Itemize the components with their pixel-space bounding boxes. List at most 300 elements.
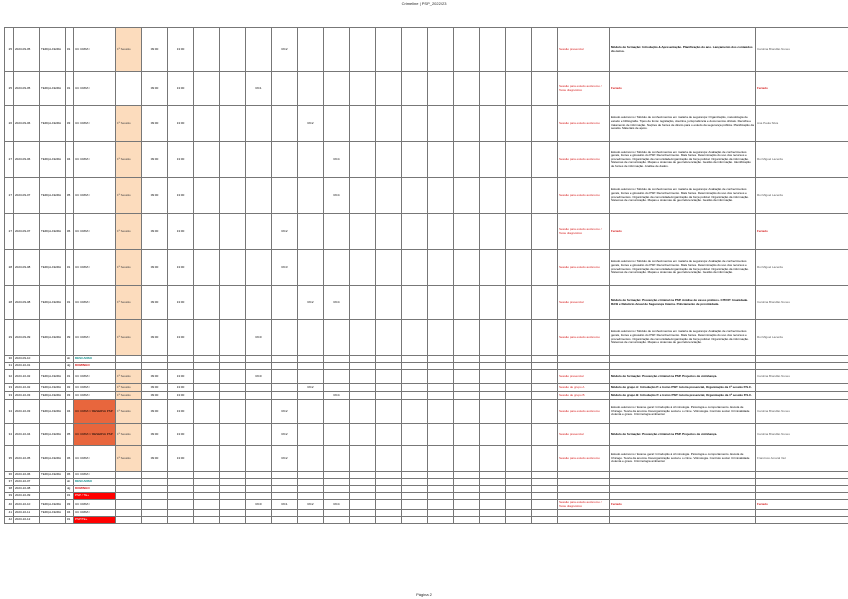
description-cell <box>610 356 756 363</box>
unit-cell: UC CRIM.I <box>74 106 116 142</box>
date-cell: 2023-09-09 <box>14 320 40 356</box>
room-cell <box>324 72 350 106</box>
room-cell <box>220 142 246 178</box>
empty-cell <box>454 392 480 400</box>
row-number: 37 <box>5 479 14 486</box>
empty-cell <box>376 486 402 493</box>
room-cell <box>350 370 376 384</box>
empty-cell <box>428 250 454 286</box>
start-time-cell: 09:00 <box>142 178 168 214</box>
unit-cell: PSP/TE+ <box>74 517 116 524</box>
empty-cell <box>454 363 480 370</box>
weekday-cell: TERÇA-FEIRA <box>40 28 66 72</box>
room-cell: RC0 <box>246 370 272 384</box>
session-cell: 1ª Sessão <box>116 446 142 472</box>
session-type-cell <box>558 510 610 517</box>
empty-cell <box>402 384 428 392</box>
empty-cell <box>454 72 480 106</box>
empty-cell <box>402 517 428 524</box>
weekday-cell <box>40 493 66 500</box>
room-cell <box>272 356 298 363</box>
room-cell <box>324 493 350 500</box>
instructor-cell: Ana Paula Silva <box>756 106 848 142</box>
empty-cell <box>428 510 454 517</box>
weekday-cell <box>40 363 66 370</box>
room-cell <box>324 356 350 363</box>
session-type-cell: Sessão para estudo autónomo <box>558 446 610 472</box>
room-cell <box>350 486 376 493</box>
instructor-cell <box>756 517 848 524</box>
end-time-cell: 13:00 <box>168 106 194 142</box>
empty-cell <box>506 486 532 493</box>
room-cell <box>194 250 220 286</box>
row-number: 27 <box>5 214 14 250</box>
empty-cell <box>376 493 402 500</box>
instructor-cell <box>756 479 848 486</box>
instructor-cell <box>756 356 848 363</box>
empty-cell <box>454 486 480 493</box>
room-cell <box>298 178 324 214</box>
empty-cell <box>532 392 558 400</box>
table-row <box>5 214 848 250</box>
end-time-cell: 13:00 <box>168 446 194 472</box>
description-cell: Feriado <box>610 72 756 106</box>
unit-cell: UC CRIM.I <box>74 446 116 472</box>
instructor-cell: Feriado <box>756 500 848 510</box>
empty-cell <box>376 500 402 510</box>
empty-cell <box>402 286 428 320</box>
session-code-cell: #1 <box>66 493 74 500</box>
empty-cell <box>532 472 558 479</box>
session-code-cell: #9 <box>66 320 74 356</box>
table-row <box>5 356 848 363</box>
empty-cell <box>454 479 480 486</box>
session-code-cell: #4 <box>66 142 74 178</box>
weekday-cell: TERÇA-FEIRA <box>40 472 66 479</box>
row-number: 28 <box>5 250 14 286</box>
room-cell <box>298 510 324 517</box>
empty-cell <box>402 106 428 142</box>
table-row <box>5 286 848 320</box>
room-cell <box>220 28 246 72</box>
empty-cell <box>506 28 532 72</box>
start-time-cell <box>142 363 168 370</box>
description-cell <box>610 472 756 479</box>
empty-cell <box>428 400 454 424</box>
empty-cell <box>506 286 532 320</box>
row-number: 38 <box>5 486 14 493</box>
room-cell <box>246 356 272 363</box>
instructor-cell: Carolina Brandão Nunes <box>756 400 848 424</box>
room-cell <box>220 479 246 486</box>
date-cell: 2023-10-04 <box>14 424 40 446</box>
table-row <box>5 370 848 384</box>
room-cell <box>220 446 246 472</box>
weekday-cell: TERÇA-FEIRA <box>40 142 66 178</box>
instructor-cell <box>756 493 848 500</box>
empty-cell <box>532 500 558 510</box>
weekday-cell: TERÇA-FEIRA <box>40 424 66 446</box>
room-cell: RC4 <box>324 286 350 320</box>
room-cell <box>324 384 350 392</box>
end-time-cell: 13:00 <box>168 320 194 356</box>
room-cell <box>324 424 350 446</box>
description-cell: Módulo de formação: Prevenção criminal na PSP. Projectos de vizinhança. <box>610 370 756 384</box>
room-cell <box>350 320 376 356</box>
session-cell: 1ª Sessão <box>116 178 142 214</box>
empty-cell <box>532 320 558 356</box>
date-cell: 2023-09-06 <box>14 106 40 142</box>
empty-cell <box>532 72 558 106</box>
room-cell <box>350 106 376 142</box>
empty-cell <box>506 250 532 286</box>
room-cell <box>246 493 272 500</box>
session-cell <box>116 517 142 524</box>
room-cell <box>298 356 324 363</box>
session-type-cell: Sessão para estudo autónomo <box>558 250 610 286</box>
weekday-cell: TERÇA-FEIRA <box>40 178 66 214</box>
session-code-cell: #1 <box>66 370 74 384</box>
date-cell: 2023-09-07 <box>14 214 40 250</box>
session-cell: 1ª Sessão <box>116 142 142 178</box>
empty-cell <box>506 400 532 424</box>
session-type-cell: Sessão para estudo autónomo / Teste diagnóstico <box>558 72 610 106</box>
session-code-cell: #4 <box>66 400 74 424</box>
table-row <box>5 250 848 286</box>
date-cell: 2023-10-03 <box>14 400 40 424</box>
empty-cell <box>402 72 428 106</box>
description-cell: Estudo autónomo / Módulo de conhecimentos em matéria de segurança: Avaliação de conhecimentos gerais, fontes e glossário do PSP. Reconhecimento. Mais fontes. Determinação do uso dos recursos e procedimentos. Organização da comunidade/organização da força policial. Organização da informação. Sistemas de comunicação. Mapas e sistemas de georreferenciação. <box>610 320 756 356</box>
empty-cell <box>454 517 480 524</box>
empty-cell <box>532 493 558 500</box>
empty-cell <box>376 479 402 486</box>
session-cell: 1ª Sessão <box>116 384 142 392</box>
empty-cell <box>376 446 402 472</box>
empty-cell <box>428 286 454 320</box>
table-row <box>5 486 848 493</box>
room-cell <box>246 178 272 214</box>
room-cell <box>194 178 220 214</box>
room-cell <box>272 363 298 370</box>
unit-cell: UC CRIM.I <box>74 392 116 400</box>
start-time-cell: 09:00 <box>142 424 168 446</box>
room-cell <box>246 142 272 178</box>
session-type-cell <box>558 356 610 363</box>
room-cell <box>350 446 376 472</box>
empty-cell <box>480 356 506 363</box>
session-cell: 1ª Sessão <box>116 320 142 356</box>
room-cell <box>350 142 376 178</box>
row-number: 25 <box>5 28 14 72</box>
empty-cell <box>402 400 428 424</box>
unit-cell: UC CRIM.I <box>74 250 116 286</box>
empty-cell <box>428 384 454 392</box>
room-cell: RC1 <box>246 72 272 106</box>
end-time-cell: 13:00 <box>168 214 194 250</box>
room-cell <box>194 472 220 479</box>
empty-cell <box>480 106 506 142</box>
weekday-cell: TERÇA-FEIRA <box>40 500 66 510</box>
empty-cell <box>532 214 558 250</box>
empty-cell <box>376 142 402 178</box>
empty-cell <box>480 370 506 384</box>
instructor-cell <box>756 384 848 392</box>
empty-cell <box>376 214 402 250</box>
instructor-cell: Feriado <box>756 72 848 106</box>
table-row <box>5 320 848 356</box>
start-time-cell <box>142 479 168 486</box>
empty-cell <box>376 28 402 72</box>
empty-cell <box>402 356 428 363</box>
room-cell <box>246 446 272 472</box>
session-type-cell: Sessão presencial <box>558 370 610 384</box>
room-cell <box>324 28 350 72</box>
description-cell: Módulo de grupo B: Introdução P. e treino PSP: tutoria presencial, Organização da 1ª sessão P.S.C. <box>610 392 756 400</box>
unit-cell: UC CRIM.I <box>74 178 116 214</box>
empty-cell <box>454 286 480 320</box>
session-cell <box>116 510 142 517</box>
room-cell: RC0 <box>246 320 272 356</box>
empty-cell <box>506 517 532 524</box>
unit-cell: UC CRIM.I <box>74 214 116 250</box>
room-cell <box>350 400 376 424</box>
table-row <box>5 106 848 142</box>
empty-cell <box>402 424 428 446</box>
empty-cell <box>480 178 506 214</box>
room-cell <box>220 363 246 370</box>
room-cell <box>194 479 220 486</box>
row-number: 29 <box>5 320 14 356</box>
empty-cell <box>376 106 402 142</box>
description-cell: Módulo de formação: Introdução & Apresentação. Planificação do ano. Lançamento dos conteúdos do curso. <box>610 28 756 72</box>
room-cell <box>350 392 376 400</box>
empty-cell <box>376 320 402 356</box>
session-type-cell: Sessão de grupo A <box>558 384 610 392</box>
row-number: 42 <box>5 517 14 524</box>
room-cell: RC2 <box>298 106 324 142</box>
empty-cell <box>480 142 506 178</box>
description-cell: Estudo autónomo / Módulo de conhecimentos em matéria de segurança: Organização, metodologia de estudo e bibliografia. Tipos de fonte: legislação, doutrina, jurisprudência e documentos oficiais. Recolha e tratamento de informação. Noções de fontes de direito para o estudo da segurança pública. Planificação da sessão. Materiais de apoio. <box>610 106 756 142</box>
start-time-cell <box>142 356 168 363</box>
room-cell <box>194 356 220 363</box>
row-number: 41 <box>5 510 14 517</box>
empty-cell <box>376 400 402 424</box>
room-cell <box>220 356 246 363</box>
room-cell <box>324 472 350 479</box>
end-time-cell <box>168 363 194 370</box>
table-row <box>5 363 848 370</box>
session-type-cell <box>558 472 610 479</box>
date-cell: 2023-10-03 <box>14 392 40 400</box>
empty-cell <box>402 486 428 493</box>
row-number: 40 <box>5 500 14 510</box>
room-cell <box>298 370 324 384</box>
room-cell <box>272 517 298 524</box>
session-code-cell: sb <box>66 356 74 363</box>
empty-cell <box>480 486 506 493</box>
room-cell <box>298 392 324 400</box>
unit-cell: DESCANSO <box>74 356 116 363</box>
empty-cell <box>506 493 532 500</box>
table-row <box>5 517 848 524</box>
room-cell <box>272 106 298 142</box>
empty-cell <box>428 106 454 142</box>
room-cell <box>324 250 350 286</box>
description-cell: Módulo de formação: Prevenção criminal na PSP. Análise de casos práticos. CIT/CP: Imunidade. RASI e Relatório Anual de Segurança Interna. Policiamento de proximidade. <box>610 286 756 320</box>
room-cell <box>350 363 376 370</box>
room-cell: RC2 <box>272 446 298 472</box>
session-type-cell <box>558 493 610 500</box>
empty-cell <box>376 72 402 106</box>
room-cell <box>324 106 350 142</box>
empty-cell <box>480 479 506 486</box>
empty-cell <box>506 392 532 400</box>
session-code-cell: #3 <box>66 106 74 142</box>
unit-cell: UC CRIM.I <box>74 384 116 392</box>
room-cell: RC2 <box>272 400 298 424</box>
instructor-cell: Carolina Brandão Nunes <box>756 28 848 72</box>
end-time-cell <box>168 472 194 479</box>
session-code-cell: sb <box>66 479 74 486</box>
room-cell <box>350 472 376 479</box>
room-cell <box>246 479 272 486</box>
empty-cell <box>480 286 506 320</box>
unit-cell: DOMINGO <box>74 486 116 493</box>
empty-cell <box>480 250 506 286</box>
room-cell <box>272 72 298 106</box>
session-code-cell: #4 <box>66 510 74 517</box>
empty-cell <box>532 250 558 286</box>
session-cell <box>116 356 142 363</box>
room-cell: RC2 <box>298 500 324 510</box>
empty-cell <box>454 28 480 72</box>
room-cell <box>272 178 298 214</box>
session-type-cell: Sessão para estudo autónomo <box>558 142 610 178</box>
room-cell <box>272 320 298 356</box>
empty-cell <box>506 500 532 510</box>
room-cell <box>246 486 272 493</box>
instructor-cell: Rui Miguel Lacerda <box>756 320 848 356</box>
room-cell <box>272 472 298 479</box>
session-cell: 1ª Sessão <box>116 392 142 400</box>
date-cell: 2023-09-08 <box>14 286 40 320</box>
instructor-cell: Rui Miguel Lacerda <box>756 142 848 178</box>
session-type-cell: Sessão de grupo B <box>558 392 610 400</box>
room-cell <box>246 28 272 72</box>
room-cell <box>350 424 376 446</box>
start-time-cell: 09:00 <box>142 370 168 384</box>
empty-cell <box>402 479 428 486</box>
session-cell: 1ª Sessão <box>116 28 142 72</box>
room-cell <box>350 28 376 72</box>
room-cell <box>272 479 298 486</box>
unit-cell: UC CRIM.I <box>74 510 116 517</box>
empty-cell <box>506 356 532 363</box>
description-cell: Módulo de grupo A: Introdução P. e treino PSP: tutoria presencial, Organização da 1ª sessão P.S.C. <box>610 384 756 392</box>
empty-cell <box>454 250 480 286</box>
room-cell <box>246 286 272 320</box>
room-cell <box>350 356 376 363</box>
room-cell <box>298 472 324 479</box>
empty-cell <box>506 384 532 392</box>
room-cell <box>298 214 324 250</box>
empty-cell <box>428 493 454 500</box>
room-cell: RC2 <box>298 384 324 392</box>
empty-cell <box>454 370 480 384</box>
session-type-cell: Sessão para estudo autónomo <box>558 106 610 142</box>
session-code-cell: #1 <box>66 28 74 72</box>
weekday-cell <box>40 486 66 493</box>
room-cell <box>220 106 246 142</box>
weekday-cell: TERÇA-FEIRA <box>40 320 66 356</box>
empty-cell <box>480 493 506 500</box>
room-cell <box>324 370 350 384</box>
room-cell <box>298 517 324 524</box>
room-cell <box>324 363 350 370</box>
session-cell: 1ª Sessão <box>116 250 142 286</box>
session-cell <box>116 72 142 106</box>
end-time-cell: 13:00 <box>168 424 194 446</box>
empty-cell <box>402 178 428 214</box>
start-time-cell: 09:00 <box>142 446 168 472</box>
room-cell <box>194 384 220 392</box>
room-cell <box>324 400 350 424</box>
empty-cell <box>402 510 428 517</box>
room-cell <box>350 72 376 106</box>
room-cell <box>350 500 376 510</box>
description-cell <box>610 510 756 517</box>
empty-cell <box>532 517 558 524</box>
session-cell <box>116 500 142 510</box>
room-cell: RC2 <box>298 286 324 320</box>
start-time-cell: 09:00 <box>142 384 168 392</box>
date-cell: 2023-10-11 <box>14 510 40 517</box>
weekday-cell: TERÇA-FEIRA <box>40 214 66 250</box>
date-cell: 2023-09-06 <box>14 142 40 178</box>
room-cell <box>194 517 220 524</box>
row-number: 28 <box>5 286 14 320</box>
date-cell: 2023-10-02 <box>14 384 40 392</box>
instructor-cell: Francisco Amaral Vaz <box>756 446 848 472</box>
room-cell <box>220 400 246 424</box>
empty-cell <box>428 178 454 214</box>
room-cell <box>220 214 246 250</box>
description-cell: Estudo autónomo / Módulo de conhecimentos em matéria de segurança: Avaliação de conhecimentos gerais, fontes e glossário do PSP. Reconhecimento. Mais fontes. Determinação do uso dos recursos e procedimentos. Organização da comunidade/organização da força policial. Organização da informação. Sistemas de comunicação. Mapas e sistemas de georreferenciação. Gestão da informação. <box>610 250 756 286</box>
room-cell <box>194 214 220 250</box>
date-cell: 2023-09-05 <box>14 72 40 106</box>
row-number: 26 <box>5 106 14 142</box>
empty-cell <box>428 392 454 400</box>
row-number: 31 <box>5 363 14 370</box>
start-time-cell: 09:00 <box>142 250 168 286</box>
date-cell: 2023-10-05 <box>14 446 40 472</box>
empty-cell <box>402 472 428 479</box>
empty-cell <box>428 424 454 446</box>
room-cell <box>272 392 298 400</box>
session-code-cell: dg <box>66 363 74 370</box>
row-number: 32 <box>5 370 14 384</box>
date-cell: 2023-10-10 <box>14 500 40 510</box>
empty-cell <box>506 72 532 106</box>
empty-cell <box>532 28 558 72</box>
empty-cell <box>480 500 506 510</box>
session-cell: 1ª Sessão <box>116 400 142 424</box>
start-time-cell: 09:00 <box>142 320 168 356</box>
empty-cell <box>402 370 428 384</box>
room-cell <box>220 424 246 446</box>
row-number: 27 <box>5 178 14 214</box>
empty-cell <box>428 320 454 356</box>
